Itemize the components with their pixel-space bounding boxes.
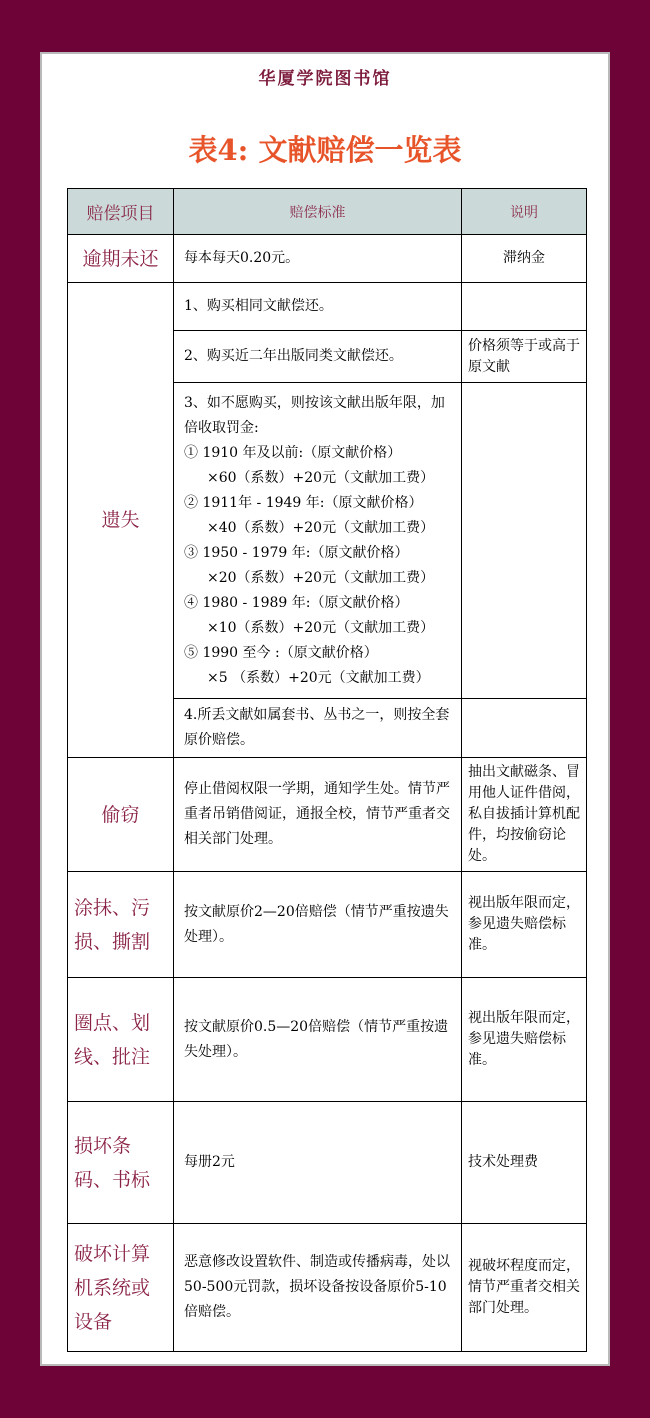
row-item: 损坏条码、书标 — [68, 1102, 174, 1224]
row-standard: 2、购买近二年出版同类文献偿还。 — [174, 331, 462, 383]
table-row — [68, 1102, 587, 1224]
header-item: 赔偿项目 — [68, 189, 174, 235]
row-note: 视出版年限而定，参见遗失赔偿标准。 — [462, 872, 587, 978]
row-note: 视出版年限而定，参见遗失赔偿标准。 — [462, 978, 587, 1102]
table-header-row — [68, 189, 587, 235]
row-standard: 按文献原价0.5—20倍赔偿（情节严重按遗失处理）。 — [174, 978, 462, 1102]
row-standard: 每册2元 — [174, 1102, 462, 1224]
row-standard: 4.所丢文献如属套书、丛书之一，则按全套原价赔偿。 — [174, 699, 462, 758]
table-row — [68, 283, 587, 331]
row-item: 遗失 — [68, 283, 174, 758]
row-item: 逾期未还 — [68, 235, 174, 283]
row-note — [462, 699, 587, 758]
fine-line: ④ 1980 - 1989 年:（原文献价格） — [184, 594, 409, 611]
row-note: 价格须等于或高于原文献 — [462, 331, 587, 383]
fine-line: ×5 （系数）+20元（文献加工费） — [207, 669, 430, 686]
row-item: 圈点、划线、批注 — [68, 978, 174, 1102]
row-item: 破坏计算机系统或设备 — [68, 1224, 174, 1352]
row-standard: 按文献原价2—20倍赔偿（情节严重按遗失处理）。 — [174, 872, 462, 978]
row-note: 滞纳金 — [462, 235, 587, 283]
header-standard: 赔偿标准 — [174, 189, 462, 235]
library-name: 华厦学院图书馆 — [258, 69, 392, 89]
row-item: 偷窃 — [68, 758, 174, 872]
fine-line: ×40（系数）+20元（文献加工费） — [207, 519, 435, 536]
row-standard: 每本每天0.20元。 — [174, 235, 462, 283]
row-note: 视破坏程度而定，情节严重者交相关部门处理。 — [462, 1224, 587, 1352]
table-row — [68, 235, 587, 283]
table-row — [68, 1224, 587, 1352]
table-row — [68, 758, 587, 872]
fine-line: ⑤ 1990 至今 :（原文献价格） — [184, 644, 378, 661]
compensation-table — [67, 188, 587, 1352]
row-note: 抽出文献磁条、冒用他人证件借阅，私自拔插计算机配件，均按偷窃论处。 — [462, 758, 587, 872]
row-note — [462, 283, 587, 331]
page-title: 表4: 文献赔偿一览表 — [188, 133, 462, 167]
row-standard: 停止借阅权限一学期，通知学生处。情节严重者吊销借阅证，通报全校，情节严重者交相关部门处理。 — [174, 758, 462, 872]
row-item: 涂抹、污损、撕割 — [68, 872, 174, 978]
table-row — [68, 872, 587, 978]
content-panel — [40, 52, 610, 1366]
row-standard — [174, 383, 462, 699]
row-standard: 恶意修改设置软件、制造或传播病毒，处以50-500元罚款，损坏设备按设备原价5-10倍赔偿。 — [174, 1224, 462, 1352]
fine-line: ×60（系数）+20元（文献加工费） — [207, 469, 435, 486]
row-note — [462, 383, 587, 699]
fine-line: ③ 1950 - 1979 年:（原文献价格） — [184, 544, 409, 561]
table-row — [68, 978, 587, 1102]
fine-intro: 3、如不愿购买，则按该文献出版年限，加倍收取罚金: — [184, 394, 445, 436]
fine-line: ② 1911年 - 1949 年:（原文献价格） — [184, 494, 423, 511]
fine-line: ×20（系数）+20元（文献加工费） — [207, 569, 435, 586]
fine-line: ① 1910 年及以前:（原文献价格） — [184, 444, 402, 461]
row-note: 技术处理费 — [462, 1102, 587, 1224]
row-standard: 1、购买相同文献偿还。 — [174, 283, 462, 331]
header-note: 说明 — [462, 189, 587, 235]
fine-line: ×10（系数）+20元（文献加工费） — [207, 619, 435, 636]
